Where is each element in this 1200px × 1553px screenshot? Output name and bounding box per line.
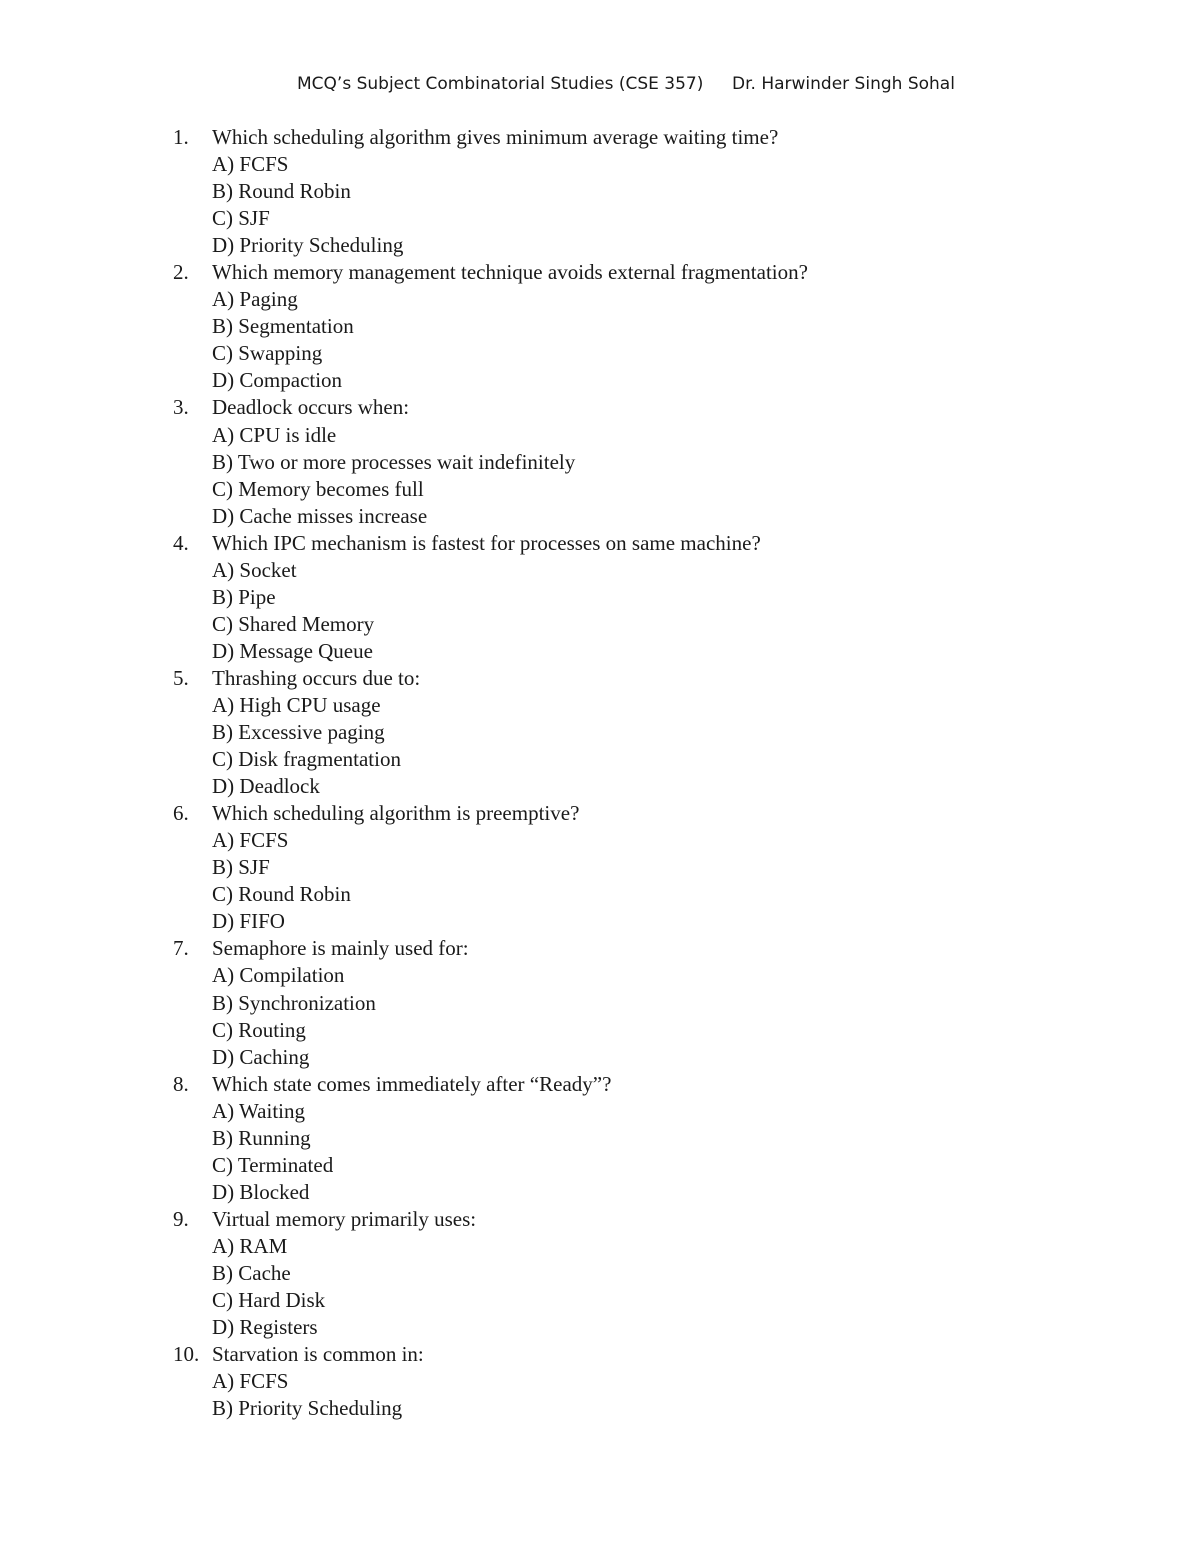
question-number: 6.: [173, 801, 189, 826]
answer-option-text: C) SJF: [212, 206, 270, 231]
answer-option: [0, 286, 1200, 313]
answer-option-text: A) FCFS: [212, 152, 289, 177]
answer-option-text: C) Round Robin: [212, 882, 351, 907]
answer-option: [0, 908, 1200, 935]
question-number: 7.: [173, 936, 189, 961]
question-line: [0, 665, 1200, 692]
question-number: 8.: [173, 1071, 189, 1096]
answer-option-text: A) RAM: [212, 1233, 288, 1258]
answer-option: [0, 1152, 1200, 1179]
question-number: 3.: [173, 395, 189, 420]
answer-option-text: A) Compilation: [212, 963, 345, 988]
answer-option: [0, 422, 1200, 449]
answer-option-text: D) Blocked: [212, 1179, 310, 1204]
question-number: 2.: [173, 260, 189, 285]
question-5: [0, 665, 1200, 800]
answer-option: [0, 638, 1200, 665]
answer-option: [0, 827, 1200, 854]
answer-option: [0, 1287, 1200, 1314]
answer-option-text: C) Disk fragmentation: [212, 747, 401, 772]
question-text: Starvation is common in:: [212, 1342, 424, 1367]
answer-option: [0, 962, 1200, 989]
answer-option: [0, 367, 1200, 394]
answer-option-text: B) Segmentation: [212, 314, 354, 339]
question-text: Semaphore is mainly used for:: [212, 936, 469, 961]
answer-option: [0, 313, 1200, 340]
page-header: [0, 72, 1200, 96]
question-7: [0, 935, 1200, 1070]
answer-option: [0, 719, 1200, 746]
answer-option-text: D) Caching: [212, 1044, 310, 1069]
answer-option: [0, 854, 1200, 881]
question-text: Thrashing occurs due to:: [212, 665, 421, 690]
question-text: Virtual memory primarily uses:: [212, 1206, 477, 1231]
answer-option-text: C) Routing: [212, 1017, 306, 1042]
answer-option-text: D) FIFO: [212, 909, 285, 934]
answer-option: [0, 1395, 1200, 1422]
answer-option: [0, 746, 1200, 773]
answer-option: [0, 178, 1200, 205]
question-text: Which scheduling algorithm gives minimum average waiting time?: [212, 125, 779, 149]
answer-option: [0, 557, 1200, 584]
question-number: 4.: [173, 530, 189, 555]
answer-option-text: B) Two or more processes wait indefinitely: [212, 449, 576, 474]
answer-option: [0, 611, 1200, 638]
question-line: [0, 530, 1200, 557]
answer-option-text: B) Round Robin: [212, 179, 351, 204]
question-number: 5.: [173, 665, 189, 690]
answer-option: [0, 449, 1200, 476]
answer-option-text: A) CPU is idle: [212, 422, 337, 447]
answer-option: [0, 990, 1200, 1017]
answer-option: [0, 503, 1200, 530]
question-3: [0, 394, 1200, 529]
answer-option: [0, 584, 1200, 611]
question-line: [0, 800, 1200, 827]
answer-option-text: A) Paging: [212, 287, 298, 312]
answer-option: [0, 1314, 1200, 1341]
answer-option: [0, 1233, 1200, 1260]
question-number: 9.: [173, 1206, 189, 1231]
question-text: Which memory management technique avoids external fragmentation?: [212, 260, 808, 285]
document-author: Dr. Harwinder Singh Sohal: [732, 74, 955, 94]
answer-option-text: D) Registers: [212, 1315, 318, 1340]
answer-option-text: A) Socket: [212, 557, 297, 582]
question-text: Which IPC mechanism is fastest for processes on same machine?: [212, 530, 761, 555]
answer-option: [0, 773, 1200, 800]
answer-option: [0, 1044, 1200, 1071]
answer-option-text: A) FCFS: [212, 1369, 289, 1394]
question-8: [0, 1071, 1200, 1206]
question-text: Which state comes immediately after “Ready”?: [212, 1071, 612, 1096]
question-text: Which scheduling algorithm is preemptive?: [212, 801, 580, 826]
question-6: [0, 800, 1200, 935]
answer-option: [0, 1017, 1200, 1044]
answer-option: [0, 692, 1200, 719]
question-line: [0, 1071, 1200, 1098]
question-list: [0, 124, 1200, 1422]
answer-option-text: B) Synchronization: [212, 990, 376, 1015]
question-1: [0, 124, 1200, 259]
answer-option-text: C) Hard Disk: [212, 1288, 326, 1313]
answer-option-text: B) Cache: [212, 1260, 291, 1285]
answer-option-text: D) Message Queue: [212, 638, 373, 663]
answer-option: [0, 1125, 1200, 1152]
answer-option: [0, 232, 1200, 259]
answer-option-text: B) Pipe: [212, 584, 276, 609]
document-subject: MCQ’s Subject Combinatorial Studies (CSE 357): [297, 74, 704, 94]
answer-option-text: A) FCFS: [212, 828, 289, 853]
answer-option: [0, 1098, 1200, 1125]
answer-option-text: C) Swapping: [212, 341, 323, 366]
answer-option: [0, 881, 1200, 908]
question-number: 1.: [173, 125, 189, 149]
question-line: [0, 935, 1200, 962]
answer-option: [0, 151, 1200, 178]
question-number: 10.: [173, 1342, 200, 1367]
answer-option: [0, 1368, 1200, 1395]
answer-option-text: A) Waiting: [212, 1098, 305, 1123]
question-line: [0, 394, 1200, 421]
answer-option-text: C) Memory becomes full: [212, 476, 424, 501]
answer-option-text: B) SJF: [212, 855, 270, 880]
answer-option-text: C) Shared Memory: [212, 611, 375, 636]
answer-option-text: D) Cache misses increase: [212, 503, 428, 528]
answer-option-text: D) Compaction: [212, 368, 343, 393]
answer-option: [0, 205, 1200, 232]
answer-option-text: D) Priority Scheduling: [212, 233, 404, 258]
question-10: [0, 1341, 1200, 1422]
answer-option-text: A) High CPU usage: [212, 692, 381, 717]
answer-option: [0, 1179, 1200, 1206]
question-line: [0, 124, 1200, 151]
question-4: [0, 530, 1200, 665]
question-line: [0, 1206, 1200, 1233]
question-9: [0, 1206, 1200, 1341]
answer-option-text: B) Priority Scheduling: [212, 1396, 403, 1421]
answer-option-text: B) Running: [212, 1125, 311, 1150]
answer-option-text: B) Excessive paging: [212, 720, 385, 745]
answer-option-text: C) Terminated: [212, 1152, 334, 1177]
answer-option: [0, 1260, 1200, 1287]
question-line: [0, 259, 1200, 286]
answer-option-text: D) Deadlock: [212, 774, 320, 799]
question-text: Deadlock occurs when:: [212, 395, 410, 420]
question-line: [0, 1341, 1200, 1368]
answer-option: [0, 340, 1200, 367]
answer-option: [0, 476, 1200, 503]
question-2: [0, 259, 1200, 394]
